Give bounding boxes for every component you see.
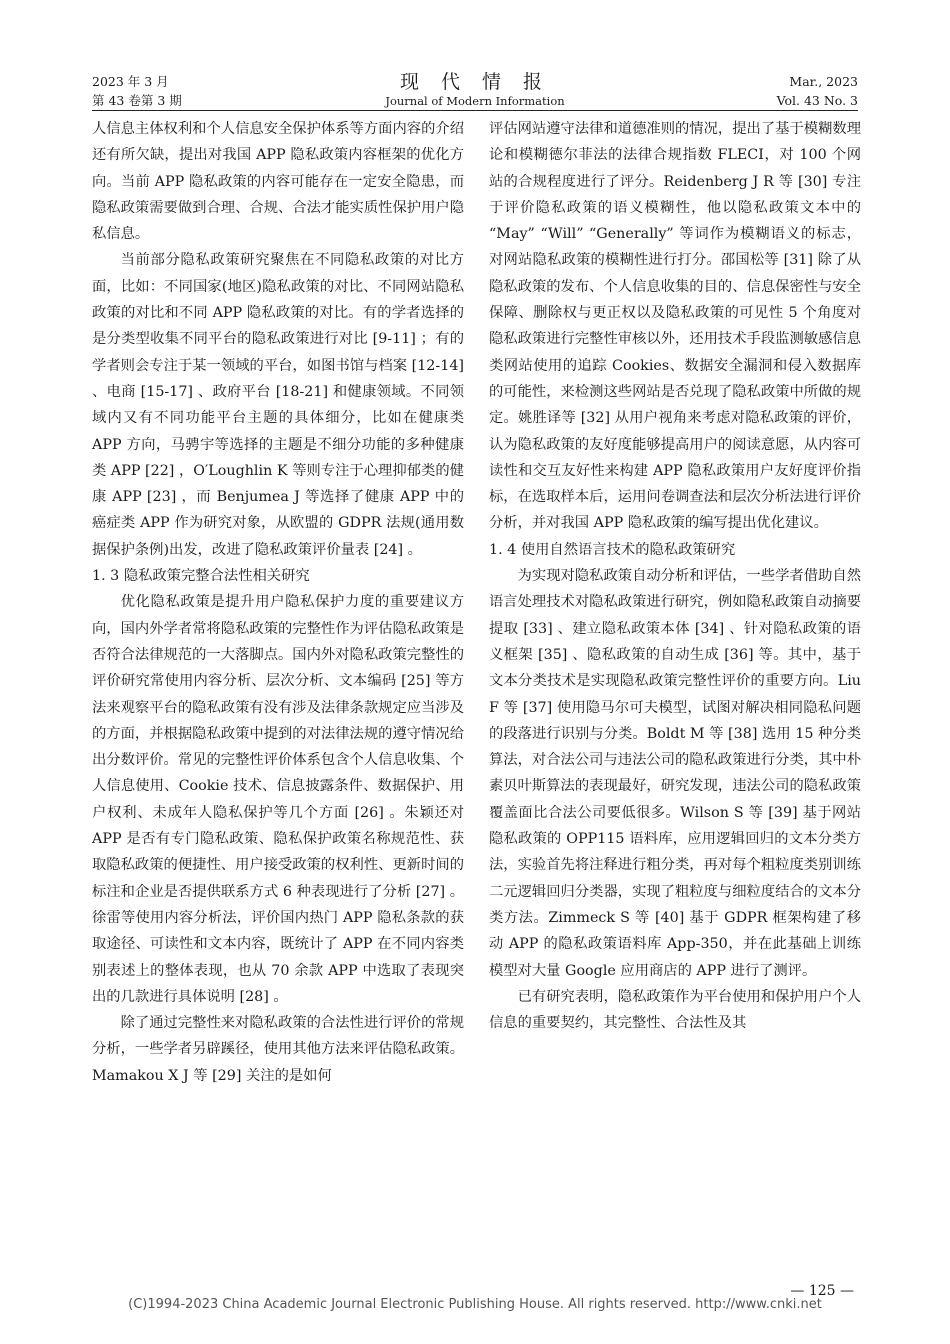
journal-title-cn: 现 代 情 报	[399, 71, 551, 93]
paragraph: 人信息主体权利和个人信息安全保护体系等方面内容的介绍还有所欠缺，提出对我国 APP 隐私政策内容框架的优化方向。当前 APP 隐私政策的内容可能存在一定安全隐患，而隐私政策需要做到合理、合规、合法才能实质性保护用户隐私信息。	[92, 121, 464, 243]
paragraph: 除了通过完整性来对隐私政策的合法性进行评价的常规分析，一些学者另辟蹊径，使用其他方法来评估隐私政策。Mamakou X J 等 [29] 关注的是如何	[92, 1015, 464, 1084]
header-volume: Vol. 43 No. 3	[776, 93, 858, 108]
copyright-footer: (C)1994-2023 China Academic Journal Electronic Publishing House. All rights reserved. http://www.cnki.net	[128, 1297, 822, 1312]
section-heading-1-3: 1. 3 隐私政策完整合法性相关研究	[92, 568, 310, 585]
page-number: — 125 —	[790, 1283, 854, 1299]
header-date: 2023 年 3 月	[92, 74, 169, 89]
header-issue: 第 43 卷第 3 期	[92, 93, 182, 108]
paragraph: 评估网站遵守法律和道德准则的情况，提出了基于模糊数理论和模糊德尔菲法的法律合规指数 FLECI，对 100 个网站的合规程度进行了评分。Reidenberg J R 等 [30] 专注于评价隐私政策的语义模糊性，他以隐私政策文本中的 “May” “Will” “Generally” 等词作为模糊语义的标志，对网站隐私政策的模糊性进行打分。邵国松等 [31] 除了从隐私政策的发布、个人信息收集的目的、信息保密性与安全保障、删除权与更正权以及隐私政策的可见性 5 个角度对隐私政策进行完整性审核以外，还用技术手段监测敏感信息类网站使用的追踪 Cookies、数据安全漏洞和侵入数据库的可能性，来检测这些网站是否兑现了隐私政策中所做的规定。姚胜译等 [32] 从用户视角来考虑对隐私政策的评价，认为隐私政策的友好度能够提高用户的阅读意愿，从内容可读性和交互友好性来构建 APP 隐私政策用户友好度评价指标，在选取样本后，运用问卷调查法和层次分析法进行评价分析，并对我国 APP 隐私政策的编写提出优化建议。	[489, 121, 861, 532]
paragraph: 优化隐私政策是提升用户隐私保护力度的重要建议方向，国内外学者常将隐私政策的完整性作为评估隐私政策是否符合法律规范的一大落脚点。国内外对隐私政策完整性的评价研究常使用内容分析、层次分析、文本编码 [25] 等方法来观察平台的隐私政策有没有涉及法律条款规定应当涉及的方面，并根据隐私政策中提到的对法律法规的遵守情况给出分数评价。常见的完整性评价体系包含个人信息收集、个人信息使用、Cookie 技术、信息披露条件、数据保护、用户权利、未成年人隐私保护等几个方面 [26] 。朱颖还对 APP 是否有专门隐私政策、隐私保护政策名称规范性、获取隐私政策的便捷性、用户接受政策的权利性、更新时间的标注和企业是否提供联系方式 6 种表现进行了分析 [27] 。徐雷等使用内容分析法，评价国内热门 APP 隐私条款的获取途径、可读性和文本内容，既统计了 APP 在不同内容类别表述上的整体表现，也从 70 余款 APP 中选取了表现突出的几款进行具体说明 [28] 。	[92, 594, 464, 1005]
paragraph: 为实现对隐私政策自动分析和评估，一些学者借助自然语言处理技术对隐私政策进行研究，例如隐私政策自动摘要提取 [33] 、建立隐私政策本体 [34] 、针对隐私政策的语义框架 [35] 、隐私政策的自动生成 [36] 等。其中，基于文本分类技术是实现隐私政策完整性评价的重要方向。Liu F 等 [37] 使用隐马尔可夫模型，试图对解决相同隐私问题的段落进行识别与分类。Boldt M 等 [38] 选用 15 种分类算法，对合法公司与违法公司的隐私政策进行分类，其中朴素贝叶斯算法的表现最好，研究发现，违法公司的隐私政策覆盖面比合法公司要低很多。Wilson S 等 [39] 基于网站隐私政策的 OPP115 语料库，应用逻辑回归的文本分类方法，实验首先将注释进行粗分类，再对每个粗粒度类别训练二元逻辑回归分类器，实现了粗粒度与细粒度结合的文本分类方法。Zimmeck S 等 [40] 基于 GDPR 框架构建了移动 APP 的隐私政策语料库 App-350，并在此基础上训练模型对大量 Google 应用商店的 APP 进行了测评。	[489, 568, 861, 979]
header-right	[777, 72, 858, 110]
left-column	[92, 116, 464, 1089]
header-rule	[92, 110, 858, 111]
paragraph: 当前部分隐私政策研究聚焦在不同隐私政策的对比方面，比如：不同国家(地区)隐私政策的对比、不同网站隐私政策的对比和不同 APP 隐私政策的对比。有的学者选择的是分类型收集不同平台的隐私政策进行对比 [9-11] ；有的学者则会专注于某一领域的平台，如图书馆与档案 [12-14] 、电商 [15-17] 、政府平台 [18-21] 和健康领域。不同领域内又有不同功能平台主题的具体细分，比如在健康类 APP 方向，马骋宇等选择的主题是不细分功能的多种健康类 APP [22] ，O′Loughlin K 等则专注于心理抑郁类的健康 APP [23] ，而 Benjumea J 等选择了健康 APP 中的癌症类 APP 作为研究对象，从欧盟的 GDPR 法规(通用数据保护条例)出发，改进了隐私政策评价量表 [24] 。	[92, 252, 464, 558]
header-date-en: Mar., 2023	[789, 74, 858, 89]
paragraph: 已有研究表明，隐私政策作为平台使用和保护用户个人信息的重要契约，其完整性、合法性及其	[489, 988, 861, 1032]
right-column	[489, 116, 861, 1036]
section-heading-1-4: 1. 4 使用自然语言技术的隐私政策研究	[489, 541, 736, 558]
journal-title-en: Journal of Modern Information	[385, 94, 565, 108]
